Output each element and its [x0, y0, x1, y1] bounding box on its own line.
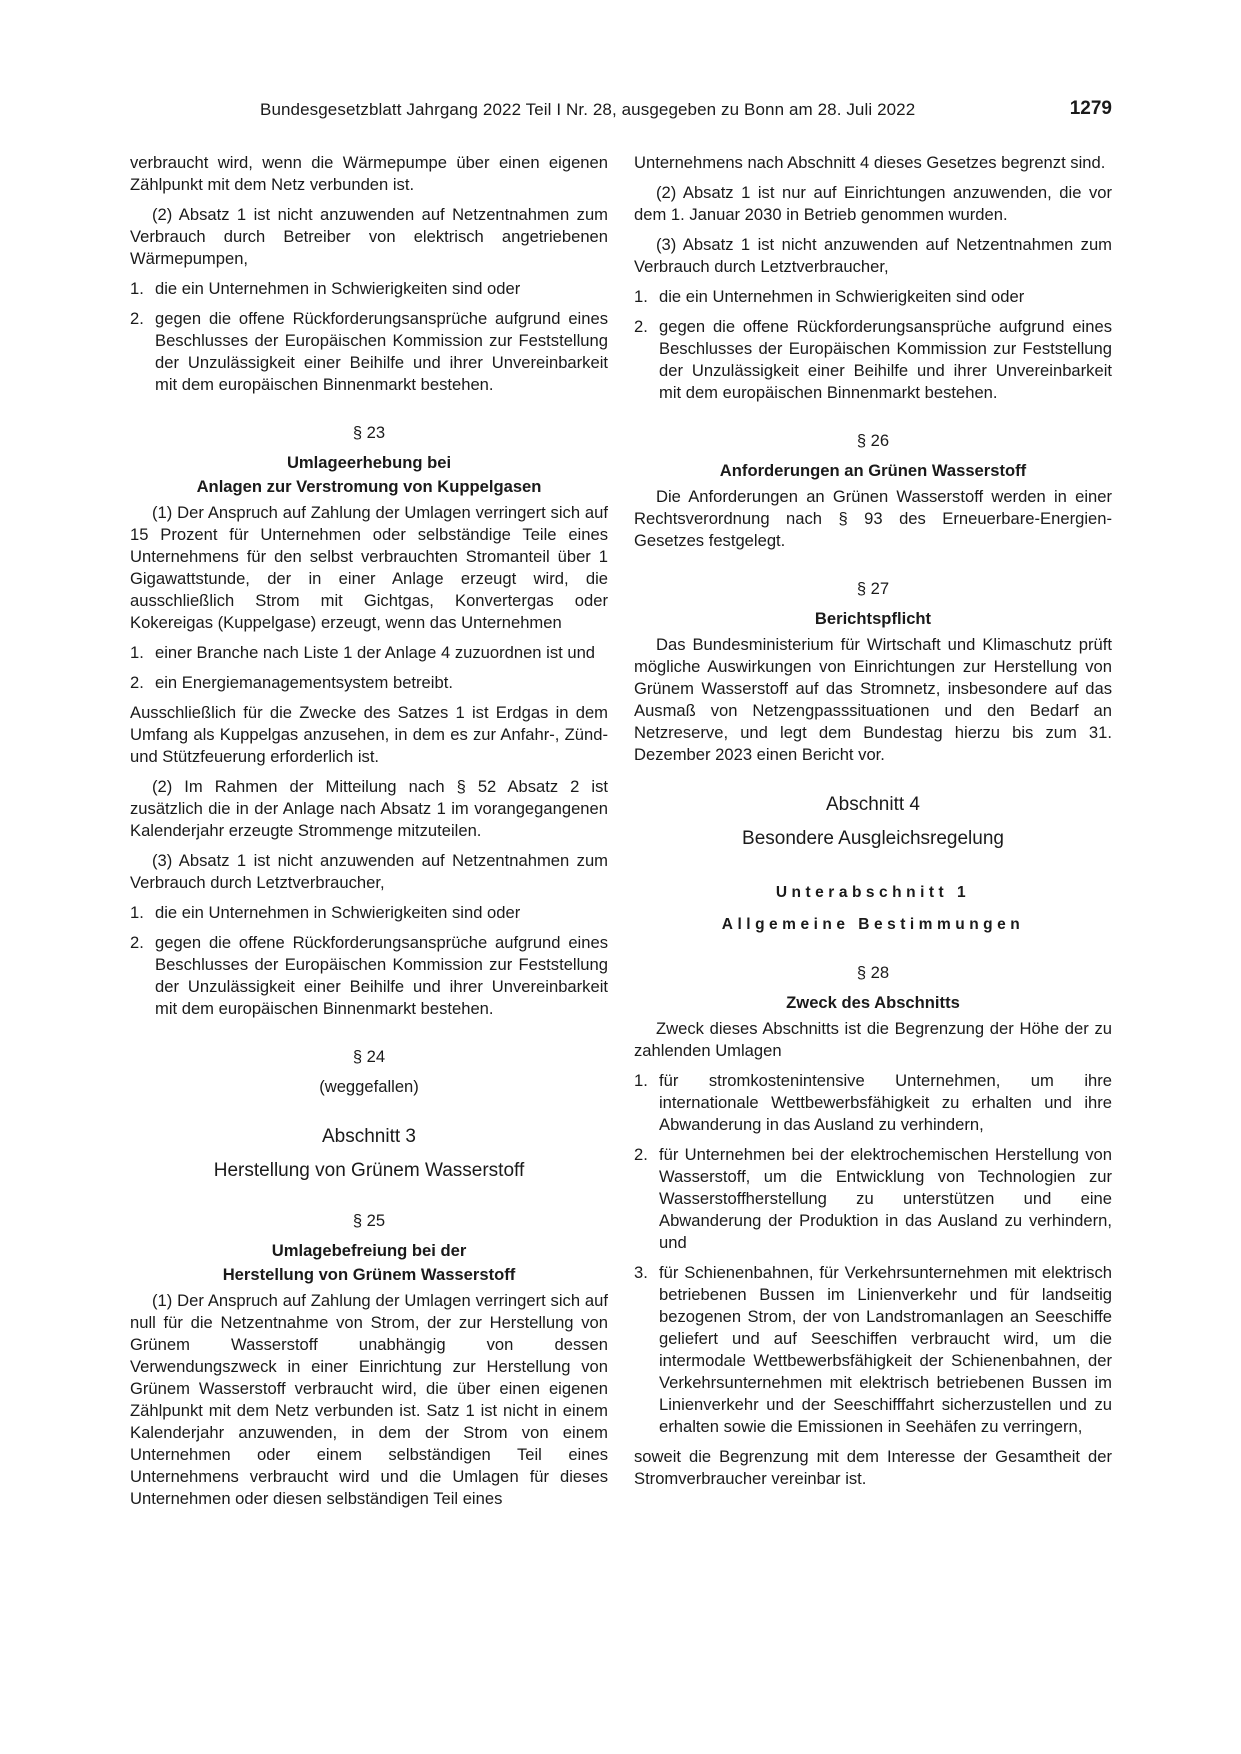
chapter-heading: Abschnitt 3	[322, 1126, 416, 1147]
chapter-heading: Abschnitt 4	[826, 794, 920, 815]
list-item	[130, 642, 608, 664]
list-text: die ein Unternehmen in Schwierigkeiten sind oder	[659, 287, 1025, 306]
list-number: 1.	[130, 643, 144, 662]
section-title: Anforderungen an Grünen Wasserstoff	[719, 461, 1027, 480]
paragraph: (2) Absatz 1 ist nicht anzuwenden auf Netzentnahmen zum Verbrauch durch Betreiber von elektrisch angetriebenen Wärmepumpen,	[130, 205, 608, 268]
paragraph: (3) Absatz 1 ist nicht anzuwenden auf Netzentnahmen zum Verbrauch durch Letztverbraucher,	[634, 235, 1112, 276]
paragraph: (3) Absatz 1 ist nicht anzuwenden auf Netzentnahmen zum Verbrauch durch Letztverbraucher,	[130, 851, 608, 892]
list-text: für stromkostenintensive Unternehmen, um ihre internationale Wettbewerbsfähigkeit zu erhalten und ihre Abwanderung in das Ausland zu verhindern,	[659, 1071, 1112, 1134]
list-text: für Unternehmen bei der elektrochemischen Herstellung von Wasserstoff, um die Entwicklung von Technologien zur Wasserstoffherstellung zu unterstützen und eine Abwanderung der Produktion in das Ausland zu verhindern, und	[659, 1145, 1112, 1252]
list-item	[130, 308, 608, 396]
list-item	[130, 278, 608, 300]
paragraph: (2) Absatz 1 ist nur auf Einrichtungen anzuwenden, die vor dem 1. Januar 2030 in Betrieb genommen wurden.	[634, 183, 1112, 224]
list-text: für Schienenbahnen, für Verkehrsunternehmen mit elektrisch betriebenen Bussen im Linienverkehr und für landseitig bezogenen Strom, der von Landstromanlagen an Seeschiffe geliefert und auf Seeschiffen verbraucht wird, um die intermodale Wettbewerbsfähigkeit der Schienenbahnen, der Verkehrsunternehmen mit elektrisch betriebenen Bussen im Linienverkehr und der Seeschifffahrt sicherzustellen und zu erhalten sowie die Emissionen in Seehäfen zu verringern,	[659, 1263, 1112, 1436]
paragraph: Das Bundesministerium für Wirtschaft und Klimaschutz prüft mögliche Auswirkungen von Einrichtungen zur Herstellung von Grünem Wasserstoff auf das Stromnetz, insbesondere auf das Ausmaß von Netzengpasssituationen und den Bedarf an Netzreserve, und legt dem Bundestag hierzu bis zum 31. Dezember 2023 einen Bericht vor.	[634, 635, 1112, 764]
list-item	[130, 932, 608, 1020]
list-text: die ein Unternehmen in Schwierigkeiten sind oder	[155, 903, 521, 922]
list-text: gegen die offene Rückforderungsansprüche aufgrund eines Beschlusses der Europäischen Kommission zur Feststellung der Unzulässigkeit einer Beihilfe und ihrer Unvereinbarkeit mit dem europäischen Binnenmarkt bestehen.	[659, 317, 1112, 402]
paragraph: Unternehmens nach Abschnitt 4 dieses Gesetzes begrenzt sind.	[634, 153, 1106, 172]
list-number: 1.	[130, 903, 144, 922]
list-number: 2.	[130, 309, 144, 328]
subchapter-title: Allgemeine Bestimmungen	[721, 916, 1025, 933]
paragraph: Ausschließlich für die Zwecke des Satzes 1 ist Erdgas in dem Umfang als Kuppelgas anzusehen, in dem es zur Anfahr-, Zünd- und Stützfeuerung erforderlich ist.	[130, 703, 608, 766]
chapter-title: Besondere Ausgleichsregelung	[742, 828, 1004, 849]
section-number: § 25	[352, 1211, 386, 1230]
list-number: 3.	[634, 1263, 648, 1282]
list-item	[130, 902, 608, 924]
numbered-list	[130, 902, 608, 1020]
list-number: 1.	[130, 279, 144, 298]
left-column	[130, 152, 608, 1510]
numbered-list	[130, 278, 608, 396]
section-title: Umlagebefreiung bei der	[271, 1241, 467, 1260]
section-title: Herstellung von Grünem Wasserstoff	[222, 1265, 516, 1284]
list-text: gegen die offene Rückforderungsansprüche aufgrund eines Beschlusses der Europäischen Kommission zur Feststellung der Unzulässigkeit einer Beihilfe und ihrer Unvereinbarkeit mit dem europäischen Binnenmarkt bestehen.	[155, 933, 608, 1018]
paragraph: (1) Der Anspruch auf Zahlung der Umlagen verringert sich auf null für die Netzentnahme von Strom, der zur Herstellung von Grünem Wasserstoff unabhängig von dessen Verwendungszweck in einer Einrichtung zur Herstellung von Grünem Wasserstoff verbraucht wird, die über einen eigenen Zählpunkt mit dem Netz verbunden ist. Satz 1 ist nicht in einem Kalenderjahr anzuwenden, in dem der Strom von einem Unternehmen oder einem selbständigen Teil eines Unternehmens verbraucht wird und die Umlagen für dieses Unternehmen oder diesen selbständigen Teil eines	[130, 1291, 608, 1508]
list-number: 2.	[130, 933, 144, 952]
list-item	[634, 286, 1112, 308]
list-text: gegen die offene Rückforderungsansprüche aufgrund eines Beschlusses der Europäischen Kommission zur Feststellung der Unzulässigkeit einer Beihilfe und ihrer Unvereinbarkeit mit dem europäischen Binnenmarkt bestehen.	[155, 309, 608, 394]
paragraph: (2) Im Rahmen der Mitteilung nach § 52 Absatz 2 ist zusätzlich die in der Anlage nach Absatz 1 im vorangegangenen Kalenderjahr erzeugte Strommenge mitzuteilen.	[130, 777, 608, 840]
paragraph: Die Anforderungen an Grünen Wasserstoff werden in einer Rechtsverordnung nach § 93 des Erneuerbare-Energien-Gesetzes festgelegt.	[634, 487, 1112, 550]
list-text: ein Energiemanagementsystem betreibt.	[155, 673, 453, 692]
section-number: § 24	[352, 1047, 386, 1066]
list-number: 1.	[634, 1071, 648, 1090]
list-text: einer Branche nach Liste 1 der Anlage 4 zuzuordnen ist und	[155, 643, 596, 662]
section-title: Umlageerhebung bei	[286, 453, 452, 472]
list-item	[634, 316, 1112, 404]
paragraph: verbraucht wird, wenn die Wärmepumpe über einen eigenen Zählpunkt mit dem Netz verbunden ist.	[130, 153, 608, 194]
list-text: die ein Unternehmen in Schwierigkeiten sind oder	[155, 279, 521, 298]
section-title: Berichtspflicht	[814, 609, 932, 628]
page-header	[130, 100, 1112, 126]
header-title: Bundesgesetzblatt Jahrgang 2022 Teil I Nr. 28, ausgegeben zu Bonn am 28. Juli 2022	[260, 100, 916, 119]
numbered-list	[634, 286, 1112, 404]
list-item	[130, 672, 608, 694]
section-number: § 23	[352, 423, 386, 442]
section-number: § 27	[856, 579, 890, 598]
paragraph: (1) Der Anspruch auf Zahlung der Umlagen verringert sich auf 15 Prozent für Unternehmen oder selbständige Teile eines Unternehmens für den selbst verbrauchten Stromanteil über 1 Gigawattstunde, der in einer Anlage erzeugt wird, die ausschließlich Strom mit Gichtgas, Konvertergas oder Kokereigas (Kuppelgase) erzeugt, wenn das Unternehmen	[130, 503, 608, 632]
list-number: 2.	[634, 1145, 648, 1164]
section-number: § 26	[856, 431, 890, 450]
list-item	[634, 1262, 1112, 1438]
right-column	[634, 152, 1112, 1490]
subchapter-heading: Unterabschnitt 1	[775, 884, 971, 901]
list-item	[634, 1144, 1112, 1254]
paragraph: soweit die Begrenzung mit dem Interesse der Gesamtheit der Stromverbraucher vereinbar ist.	[634, 1447, 1112, 1488]
section-status: (weggefallen)	[319, 1077, 419, 1096]
section-number: § 28	[856, 963, 890, 982]
page-number: 1279	[1069, 98, 1112, 119]
list-number: 2.	[634, 317, 648, 336]
numbered-list	[130, 642, 608, 694]
paragraph: Zweck dieses Abschnitts ist die Begrenzung der Höhe der zu zahlenden Umlagen	[634, 1019, 1112, 1060]
list-item	[634, 1070, 1112, 1136]
list-number: 2.	[130, 673, 144, 692]
list-number: 1.	[634, 287, 648, 306]
section-title: Anlagen zur Verstromung von Kuppelgasen	[196, 477, 542, 496]
chapter-title: Herstellung von Grünem Wasserstoff	[213, 1160, 525, 1181]
numbered-list	[634, 1070, 1112, 1438]
section-title: Zweck des Abschnitts	[786, 993, 960, 1012]
